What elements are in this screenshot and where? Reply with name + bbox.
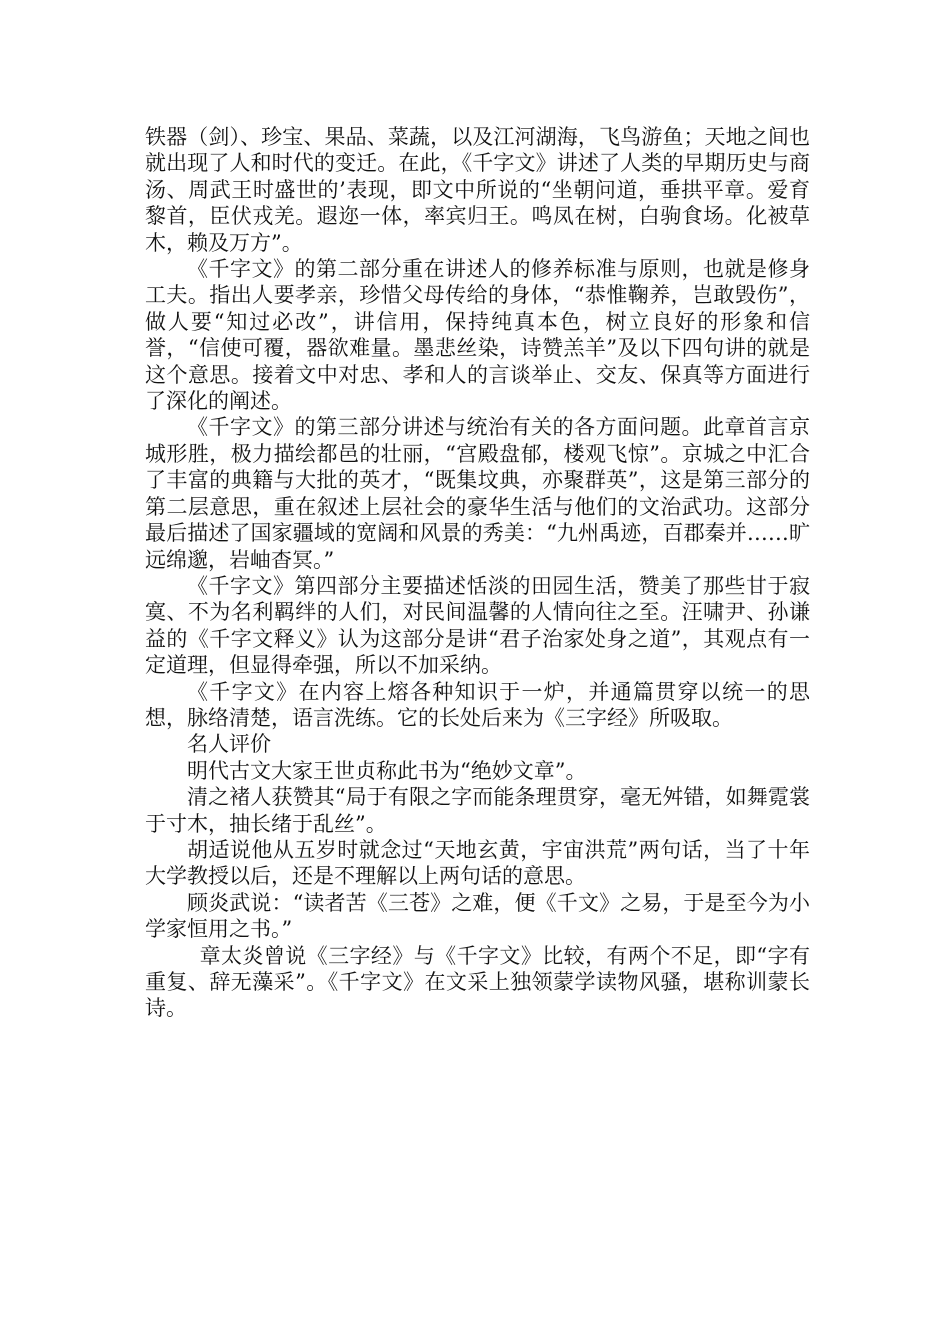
paragraph-review-zhang: 章太炎曾说《三字经》与《千字文》比较，有两个不足，即“字有重复、辞无藻采”。《千字文》在文采上独领蒙学读物风骚，堪称训蒙长诗。 — [145, 943, 810, 1021]
paragraph-part-four: 《千字文》第四部分主要描述恬淡的田园生活，赞美了那些甘于寂寞、不为名利羁绊的人们，对民间温馨的人情向往之至。汪啸尹、孙谦益的《千字文释义》认为这部分是讲“君子治家处身之道”，其观点有一定道理，但显得牵强，所以不加采纳。 — [145, 573, 810, 678]
paragraph-review-gu: 顾炎武说：“读者苦《三苍》之难，便《千文》之易，于是至今为小学家恒用之书。” — [145, 890, 810, 942]
paragraph-continuation: 铁器（剑）、珍宝、果品、菜蔬，以及江河湖海，飞鸟游鱼；天地之间也就出现了人和时代的变迁。在此，《千字文》讲述了人类的早期历史与商汤、周武王时盛世的’表现，即文中所说的“坐朝问道，垂拱平章。爱育黎首，臣伏戎羌。遐迩一体，率宾归王。鸣凤在树，白驹食场。化被草木，赖及万方”。 — [145, 125, 810, 255]
paragraph-summary: 《千字文》在内容上熔各种知识于一炉，并通篇贯穿以统一的思想，脉络清楚，语言洗练。它的长处后来为《三字经》所吸取。 — [145, 679, 810, 730]
paragraph-part-two: 《千字文》的第二部分重在讲述人的修养标准与原则，也就是修身工夫。指出人要孝亲，珍惜父母传给的身体，“恭惟鞠养，岂敢毁伤”，做人要“知过必改”，讲信用，保持纯真本色，树立良好的形象和信誉，“信使可覆，器欲难量。墨悲丝染，诗赞羔羊”及以下四句讲的就是这个意思。接着文中对忠、孝和人的言谈举止、交友、保真等方面进行了深化的阐述。 — [145, 257, 810, 414]
paragraph-review-chu: 清之褚人获赞其“局于有限之字而能条理贯穿，毫无舛错，如舞霓裳于寸木，抽长绪于乱丝”。 — [145, 785, 810, 836]
section-heading-reviews: 名人评价 — [187, 732, 271, 757]
document-page — [145, 124, 810, 1022]
paragraph-review-hu: 胡适说他从五岁时就念过“天地玄黄，宇宙洪荒”两句话，当了十年大学教授以后，还是不理解以上两句话的意思。 — [145, 837, 810, 889]
paragraph-review-wang: 明代古文大家王世贞称此书为“绝妙文章”。 — [187, 758, 587, 783]
paragraph-part-three: 《千字文》的第三部分讲述与统治有关的各方面问题。此章首言京城形胜，极力描绘都邑的壮丽，“宫殿盘郁，楼观飞惊”。京城之中汇合了丰富的典籍与大批的英才，“既集坟典，亦聚群英”，这是第三部分的第二层意思，重在叙述上层社会的豪华生活与他们的文治武功。这部分最后描述了国家疆域的宽阔和风景的秀美：“九州禹迹，百郡秦并……旷远绵邈，岩岫杳冥。” — [145, 415, 810, 572]
